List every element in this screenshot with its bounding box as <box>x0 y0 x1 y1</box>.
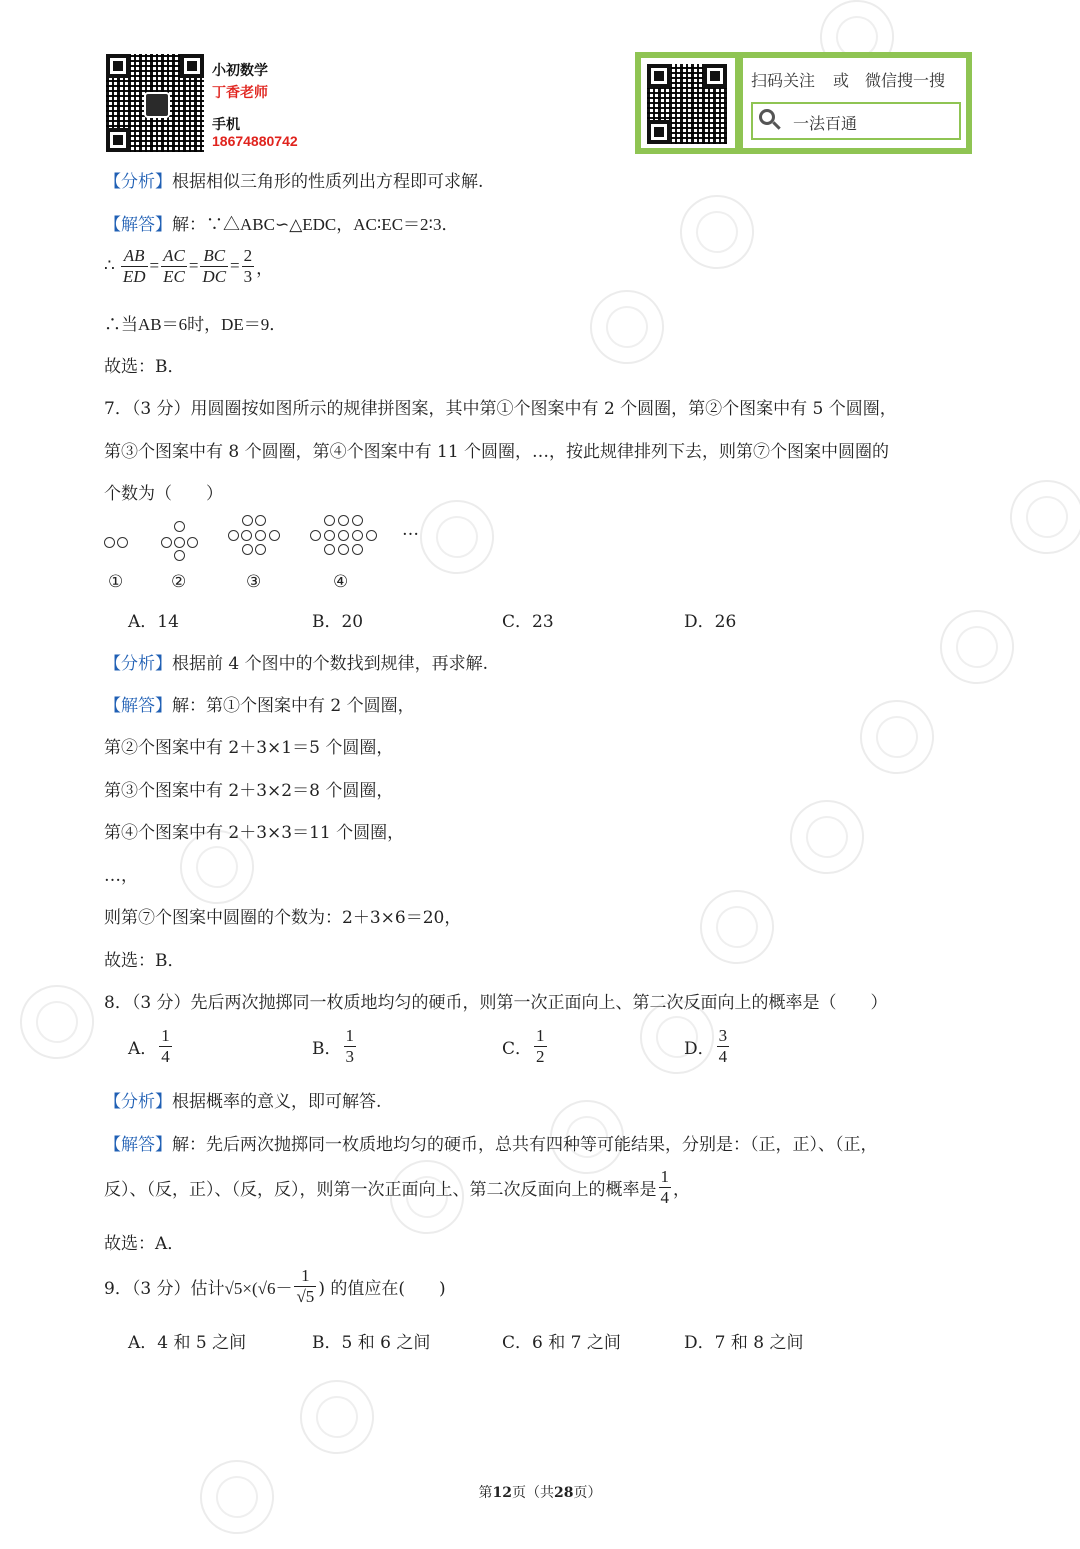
q7-solution-line: 第③个图案中有 2＋3×2＝8 个圆圈， <box>104 781 394 801</box>
header-phone-number: 18674880742 <box>212 133 298 149</box>
solution-tag: 【解答】 <box>104 215 172 235</box>
header-title: 小初数学 <box>212 62 268 78</box>
fraction: $\frac{AC}{EC}$ <box>163 246 185 286</box>
q8-solution <box>104 1130 878 1155</box>
therefore-symbol: ∴ <box>104 256 115 277</box>
search-box[interactable] <box>751 102 961 140</box>
page-total: 28 <box>554 1485 574 1501</box>
q8-option-d: D． $\frac{3}{4}$ <box>684 1026 728 1066</box>
q7-stem-line2: 第③个图案中有 8 个圆圈，第④个图案中有 11 个圆圈，…，按此规律排列下去，则第⑦个图案中圆圈的 <box>104 442 890 462</box>
analysis-tag: 【分析】 <box>104 1092 172 1112</box>
analysis-text: 根据概率的意义，即可解答. <box>172 1092 382 1112</box>
q7-choice: 故选：B． <box>104 951 185 971</box>
q8-stem: 8．（3 分）先后两次抛掷同一枚质地均匀的硬币，则第一次正面向上、第二次反面向上的概率是（ ） <box>104 993 888 1013</box>
solution-text: 解：先后两次抛掷同一枚质地均匀的硬币，总共有四种等可能结果，分别是：（正，正）、（正， <box>172 1135 878 1155</box>
q7-solution-line: …， <box>104 866 138 886</box>
q9-option-d: D．7 和 8 之间 <box>684 1333 804 1353</box>
q7-solution-line: 第②个图案中有 2＋3×1＝5 个圆圈， <box>104 738 394 758</box>
q6-choice: 故选：B． <box>104 357 185 377</box>
analysis-tag: 【分析】 <box>104 172 172 192</box>
q6-analysis <box>104 167 483 192</box>
figure-label: ④ <box>333 572 349 592</box>
q7-solution-line: 则第⑦个图案中圆圈的个数为：2＋3×6＝20， <box>104 908 462 928</box>
fraction: $\frac{AB}{ED}$ <box>122 246 146 286</box>
wechat-icon <box>144 92 170 118</box>
q8-solution-line: 反）、（反，正）、（反，反），则第一次正面向上、第二次反面向上的概率是 $\frac{1}{4}$ ， <box>104 1167 690 1207</box>
qr-code-right <box>647 64 727 144</box>
q8-option-c: C． $\frac{1}{2}$ <box>502 1026 545 1066</box>
figure-label: ① <box>108 572 124 592</box>
solution-text: 解：第①个图案中有 2 个圆圈， <box>172 696 415 716</box>
q9-option-b: B．5 和 6 之间 <box>312 1333 431 1353</box>
solution-tag: 【解答】 <box>104 1135 172 1155</box>
page-footer: 第12页（共28页） <box>478 1485 602 1501</box>
q8-option-a: A． $\frac{1}{4}$ <box>128 1026 170 1066</box>
qr-code-left <box>106 54 204 152</box>
q8-choice: 故选：A． <box>104 1234 185 1254</box>
figure-label: ③ <box>246 572 262 592</box>
analysis-text: 根据前 4 个图中的个数找到规律，再求解. <box>172 654 489 674</box>
q9-option-c: C．6 和 7 之间 <box>502 1333 621 1353</box>
header-teacher: 丁香老师 <box>212 84 268 100</box>
solution-tag: 【解答】 <box>104 696 172 716</box>
analysis-tag: 【分析】 <box>104 654 172 674</box>
q7-solution <box>104 691 415 716</box>
q9-option-a: A．4 和 5 之间 <box>128 1333 247 1353</box>
q7-stem-line1: 7．（3 分）用圆圈按如图所示的规律拼图案，其中第①个图案中有 2 个圆圈，第②个图案中有 5 个圆圈， <box>104 399 897 419</box>
analysis-text: 根据相似三角形的性质列出方程即可求解. <box>172 172 484 192</box>
header-right-banner <box>635 52 972 154</box>
follow-text: 扫码关注 <box>751 73 816 90</box>
q7-option-c: C．23 <box>502 612 554 632</box>
figure-label: ② <box>171 572 187 592</box>
q8-option-b: B． $\frac{1}{3}$ <box>312 1026 354 1066</box>
search-icon-handle <box>772 121 780 129</box>
or-text: 或 <box>833 73 850 90</box>
fraction: $\frac{2}{3}$ <box>243 246 253 286</box>
figure-ellipsis: … <box>402 520 419 540</box>
fraction: $\frac{1}{√5}$ <box>296 1266 315 1306</box>
q6-result: ∴当AB＝6时，DE＝9． <box>104 315 287 334</box>
q9-stem: 9．（3 分）估计 √5×(√6－ $\frac{1}{√5}$ ) 的值应在( ) <box>104 1266 446 1306</box>
q7-solution-line: 第④个图案中有 2＋3×3＝11 个圆圈， <box>104 823 405 843</box>
solution-text: 解：∵△ABC∽△EDC，AC∶EC＝2∶3． <box>172 215 459 234</box>
q7-option-d: D．26 <box>684 612 737 632</box>
q7-option-a: A．14 <box>128 612 179 632</box>
q7-analysis <box>104 649 488 674</box>
q8-analysis <box>104 1087 381 1112</box>
search-text: 一法百通 <box>793 116 858 133</box>
page-number: 12 <box>492 1485 512 1501</box>
fraction: $\frac{1}{4}$ <box>660 1167 669 1207</box>
search-hint-text: 微信搜一搜 <box>865 73 946 90</box>
header-phone-label: 手机 <box>212 116 240 132</box>
q7-option-b: B．20 <box>312 612 364 632</box>
q7-stem-line3: 个数为（ ） <box>104 484 223 504</box>
q6-solution <box>104 210 458 235</box>
q6-ratio-equation: ∴ $\frac{AB}{ED}$ = $\frac{AC}{EC}$ = $\frac{BC}{DC}$ = $\frac{2}{3}$ ， <box>104 246 274 286</box>
fraction: $\frac{BC}{DC}$ <box>202 246 227 286</box>
